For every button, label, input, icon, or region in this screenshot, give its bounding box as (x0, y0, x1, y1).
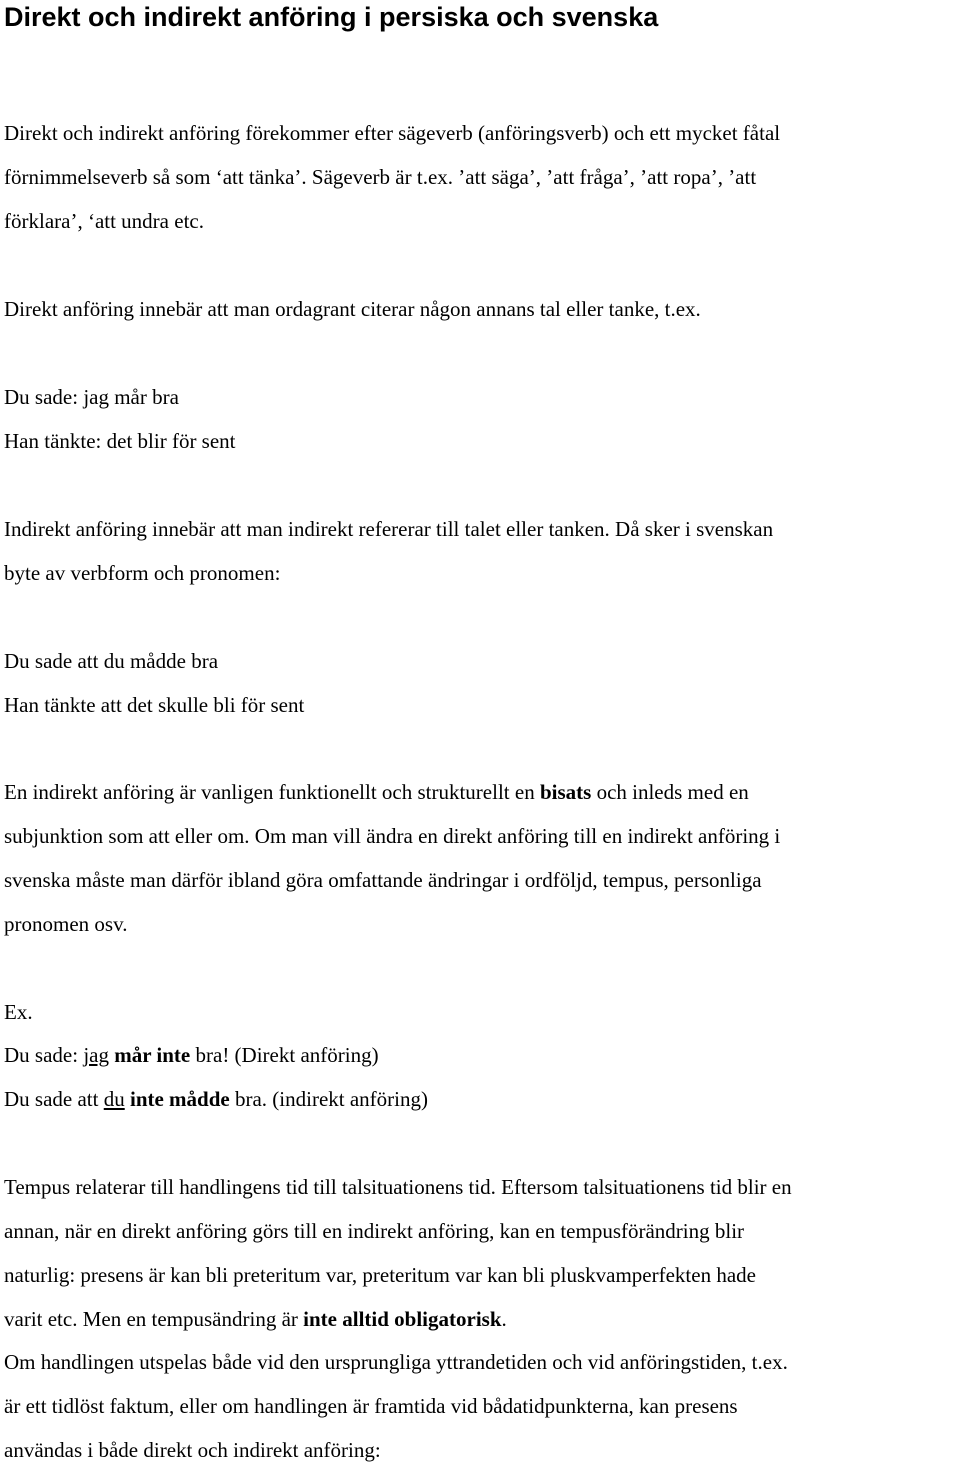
bisats-line-1-start: En indirekt anföring är vanligen funktionellt och strukturellt en (4, 780, 540, 804)
indirect-definition-line-1: Indirekt anföring innebär att man indirekt refererar till talet eller tanken. Då sker i svenskan (4, 517, 774, 541)
tempus-line-2: annan, när en direkt anföring görs till en indirekt anföring, kan en tempusförändring blir (4, 1219, 745, 1243)
tempus-line-1: Tempus relaterar till handlingens tid till talsituationens tid. Eftersom talsituationens tid blir en (4, 1175, 792, 1199)
example-indirect (4, 1085, 428, 1113)
example-direct-part: Du sade: (4, 1043, 84, 1067)
bisats-bold-term: bisats (539, 780, 592, 804)
tempus-line-4-start: varit etc. Men en tempusändring är (4, 1307, 304, 1331)
final-line-2: är ett tidlöst faktum, eller om handlingen är framtida vid bådatidpunkterna, kan presens (4, 1394, 738, 1418)
bisats-line-1-end: och inleds med en (591, 780, 749, 804)
indirect-example-1: Du sade att du mådde bra (4, 649, 219, 673)
direct-definition: Direkt anföring innebär att man ordagrant citerar någon annans tal eller tanke, t.ex. (4, 297, 701, 321)
tempus-bold-phrase: inte alltid obligatorisk (303, 1307, 502, 1331)
bisats-line-2: subjunktion som att eller om. Om man vill ändra en direkt anföring till en indirekt anföring i (4, 824, 781, 848)
bisats-line-3: svenska måste man därför ibland göra omfattande ändringar i ordföljd, tempus, personliga (4, 868, 762, 892)
final-line-1: Om handlingen utspelas både vid den ursprungliga yttrandetiden och vid anföringstiden, t.ex. (4, 1350, 788, 1374)
example-indirect-bold: inte mådde (129, 1087, 230, 1111)
example-indirect-part: Du sade att (4, 1087, 104, 1111)
tempus-line-4 (4, 1305, 507, 1333)
direct-example-2: Han tänkte: det blir för sent (4, 429, 236, 453)
example-indirect-underlined: du (103, 1087, 125, 1111)
final-line-3: användas i både direkt och indirekt anföring: (4, 1438, 381, 1462)
indirect-definition-line-2: byte av verbform och pronomen: (4, 561, 281, 585)
example-label: Ex. (4, 1000, 33, 1024)
example-direct-part: bra! (Direkt anföring) (190, 1043, 379, 1067)
document-title: Direkt och indirekt anföring i persiska och svenska (4, 2, 659, 32)
tempus-line-4-end: . (501, 1307, 507, 1331)
tempus-line-3: naturlig: presens är kan bli preteritum var, preteritum var kan bli pluskvamperfekten hade (4, 1263, 756, 1287)
example-direct-underlined: jag (83, 1043, 109, 1067)
example-direct (4, 1041, 379, 1069)
intro-line-2: förnimmelseverb så som ‘att tänka’. Sägeverb är t.ex. ’att säga’, ’att fråga’, ’att ropa’, ’att (4, 165, 757, 189)
example-indirect-part: bra. (indirekt anföring) (229, 1087, 428, 1111)
bisats-line-4: pronomen osv. (4, 912, 128, 936)
example-direct-bold: mår inte (114, 1043, 191, 1067)
intro-line-1: Direkt och indirekt anföring förekommer efter sägeverb (anföringsverb) och ett mycket fåtal (4, 121, 781, 145)
indirect-example-2: Han tänkte att det skulle bli för sent (4, 693, 305, 717)
bisats-line-1 (4, 778, 749, 806)
intro-line-3: förklara’, ‘att undra etc. (4, 209, 204, 233)
direct-example-1: Du sade: jag mår bra (4, 385, 179, 409)
